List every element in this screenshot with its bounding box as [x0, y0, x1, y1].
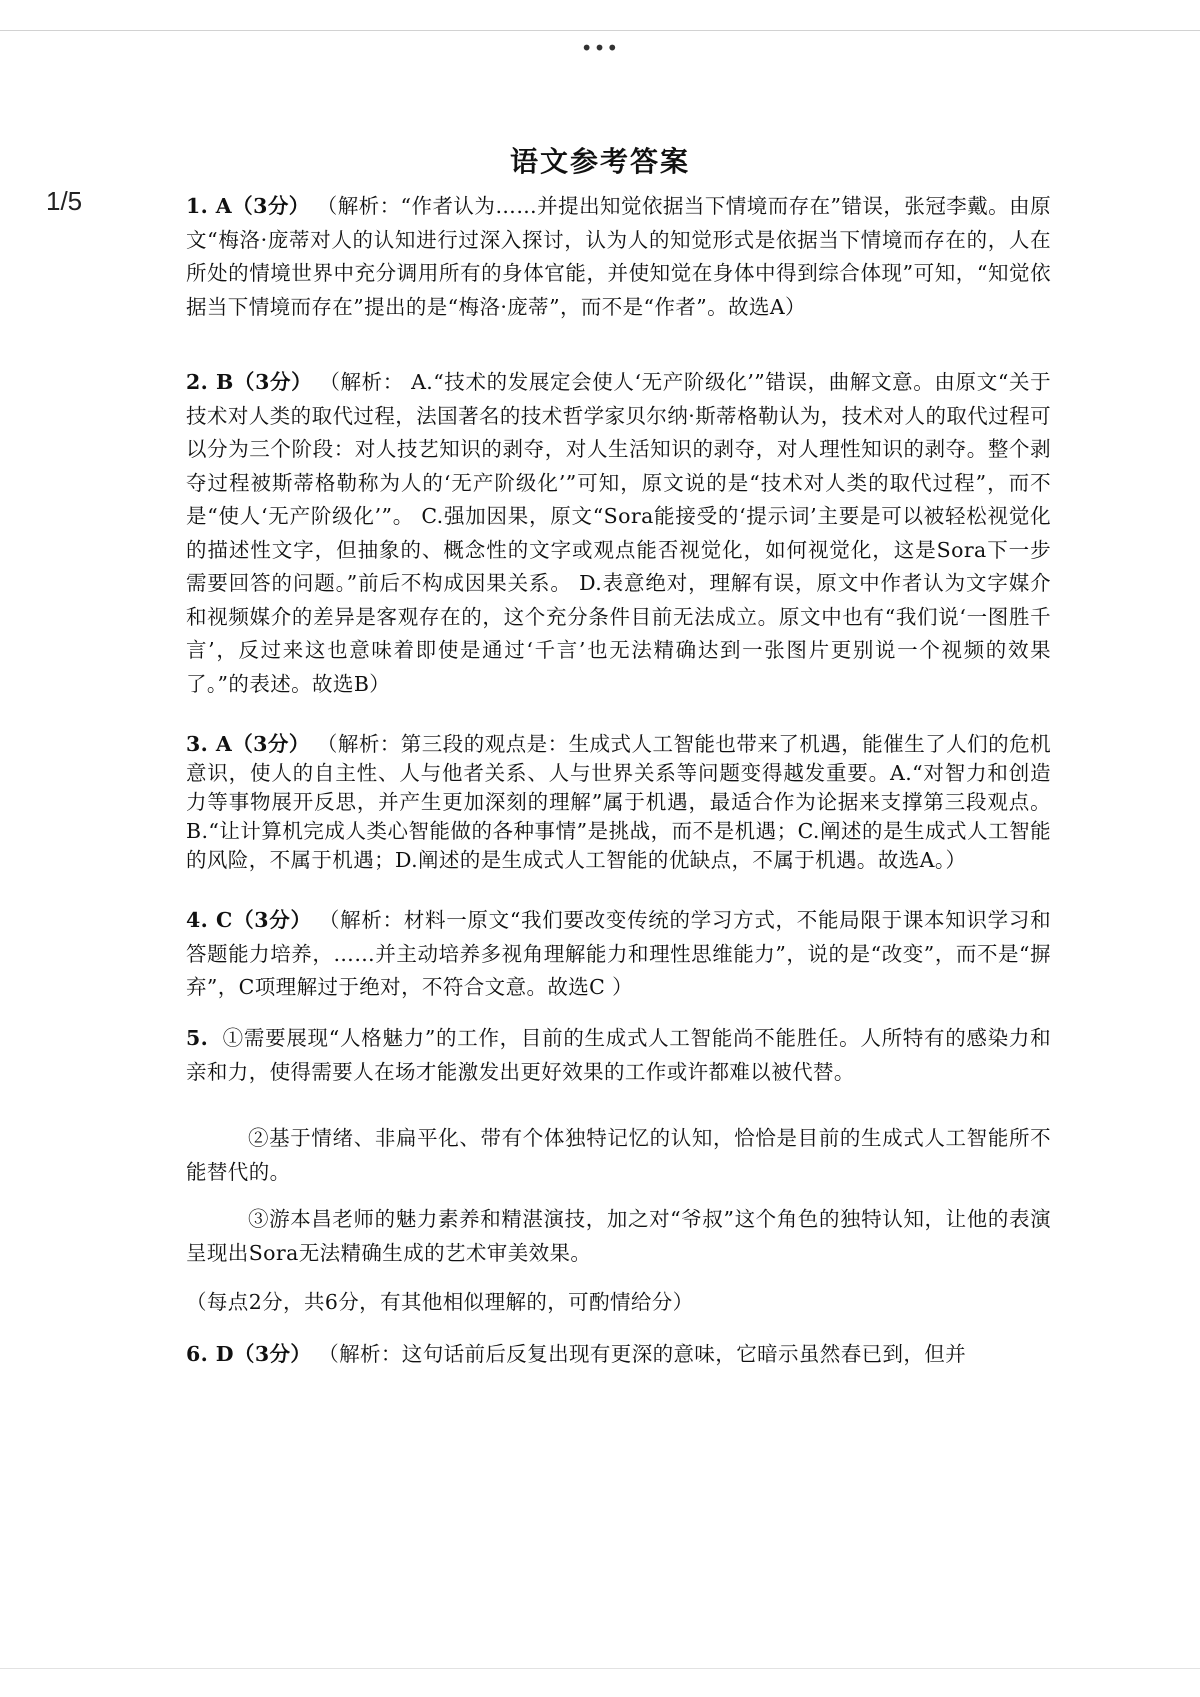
answer-4 [186, 904, 1051, 1005]
answer-text: （解析：第三段的观点是：生成式人工智能也带来了机遇，能催生了人们的危机意识，使人的自主性、人与他者关系、人与世界关系等问题变得越发重要。A.“对智力和创造力等事物展开反思，并产生更加深刻的理解”属于机遇，最适合作为论据来支撑第三段观点。B.“让计算机完成人类心智能做的各种事情”是挑战，而不是机遇；C.阐述的是生成式人工智能的风险，不属于机遇；D.阐述的是生成式人工智能的优缺点，不属于机遇。故选A。） [186, 732, 1051, 872]
answer-text: ①需要展现“人格魅力”的工作，目前的生成式人工智能尚不能胜任。人所特有的感染力和亲和力，使得需要人在场才能激发出更好效果的工作或许都难以被代替。 [186, 1026, 1051, 1084]
answer-label: 2. B（3分） [186, 370, 313, 394]
answer-5-scoring-note: （每点2分，共6分，有其他相似理解的，可酌情给分） [186, 1290, 694, 1314]
answer-label: 3. A（3分） [186, 732, 310, 756]
answer-5-point-3: ③游本昌老师的魅力素养和精湛演技，加之对“爷叔”这个角色的独特认知，让他的表演呈现出Sora无法精确生成的艺术审美效果。 [186, 1207, 1051, 1265]
top-divider [0, 30, 1200, 31]
answer-2 [186, 366, 1051, 701]
answer-text: （解析：“作者认为……并提出知觉依据当下情境而存在”错误，张冠李戴。由原文“梅洛·庞蒂对人的认知进行过深入探讨，认为人的知觉形式是依据当下情境而存在的，人在所处的情境世界中充分调用所有的身体官能，并使知觉在身体中得到综合体现”可知，“知觉依据当下情境而存在”提出的是“梅洛·庞蒂”，而不是“作者”。故选A） [186, 194, 1051, 319]
answer-text: （解析：这句话前后反复出现有更深的意味，它暗示虽然春已到，但并 [318, 1342, 967, 1366]
page-title: 语文参考答案 [509, 145, 690, 178]
answer-label: 4. C（3分） [186, 908, 312, 932]
answer-text: （解析：材料一原文“我们要改变传统的学习方式，不能局限于课本知识学习和答题能力培养，……并主动培养多视角理解能力和理性思维能力”，说的是“改变”，而不是“摒弃”，C项理解过于绝对，不符合文意。故选C ） [186, 908, 1051, 999]
answer-1 [186, 190, 1051, 324]
answer-5-point-2: ②基于情绪、非扁平化、带有个体独特记忆的认知，恰恰是目前的生成式人工智能所不能替代的。 [186, 1126, 1051, 1184]
answer-label: 1. A（3分） [186, 194, 310, 218]
answer-6 [186, 1338, 1051, 1372]
answer-3 [186, 730, 1051, 875]
more-options-icon[interactable]: ••• [580, 36, 620, 60]
page-indicator: 1/5 [46, 186, 83, 216]
answer-5 [186, 1022, 1051, 1089]
bottom-divider [0, 1668, 1200, 1669]
answer-text: （解析： A.“技术的发展定会使人‘无产阶级化’”错误，曲解文意。由原文“关于技术对人类的取代过程，法国著名的技术哲学家贝尔纳·斯蒂格勒认为，技术对人的取代过程可以分为三个阶段：对人技艺知识的剥夺，对人生活知识的剥夺，对人理性知识的剥夺。整个剥夺过程被斯蒂格勒称为人的‘无产阶级化’”可知，原文说的是“技术对人类的取代过程”，而不是“使人‘无产阶级化’”。 C.强加因果，原文“Sora能接受的‘提示词’主要是可以被轻松视觉化的描述性文字，但抽象的、概念性的文字或观点能否视觉化，如何视觉化，这是Sora下一步需要回答的问题。”前后不构成因果关系。 D.表意绝对，理解有误，原文中作者认为文字媒介和视频媒介的差异是客观存在的，这个充分条件目前无法成立。原文中也有“我们说‘一图胜千言’，反过来这也意味着即使是通过‘千言’也无法精确达到一张图片更别说一个视频的效果了。”的表述。故选B） [186, 370, 1051, 696]
answer-label: 6. D（3分） [186, 1342, 312, 1366]
answer-label: 5. [186, 1026, 209, 1050]
